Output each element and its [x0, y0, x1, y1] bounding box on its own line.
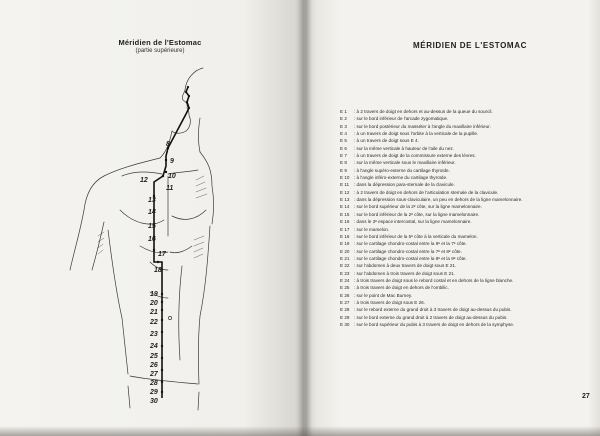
- point-description: : à trois travers de doigt sous E 26.: [354, 299, 425, 305]
- list-item: [340, 321, 580, 328]
- point-label-8: 8: [166, 141, 170, 148]
- point-code: E 2: [340, 116, 347, 122]
- list-item: [340, 306, 580, 313]
- point-code: E 15: [340, 211, 350, 217]
- point-label-18: 18: [154, 267, 162, 274]
- list-item: [340, 130, 580, 137]
- point-code: E 14: [340, 204, 350, 210]
- point-code: E 27: [340, 299, 350, 305]
- book-gutter: [298, 0, 312, 436]
- point-label-22: 22: [150, 319, 158, 326]
- point-code: E 11: [340, 182, 350, 188]
- point-code: E 6: [340, 145, 347, 151]
- point-description: : sur le cartilage chondro-costal entre la 6ᵉ et la 7ᵉ côte.: [354, 241, 467, 247]
- list-item: [340, 270, 580, 277]
- figure-title: Méridien de l'Estomac: [118, 38, 202, 47]
- list-item: [340, 108, 580, 115]
- point-code: E 7: [340, 153, 347, 159]
- point-description: : à l'angle supéro-externe du cartilage thyroïde.: [354, 167, 450, 173]
- point-description: : à 2 travers de doigt en dehors et au-dessus de la queue du sourcil.: [354, 109, 493, 114]
- point-label-27: 27: [150, 371, 158, 378]
- point-label-19: 19: [150, 291, 158, 298]
- point-description: : sur le bord supérieur de la 2ᵉ côte, sur la ligne mamelonnaire.: [354, 204, 482, 210]
- point-label-12: 12: [140, 177, 148, 184]
- list-item: [340, 255, 580, 262]
- list-item: [340, 218, 580, 225]
- point-description: : sur le point de Mac Burney.: [354, 292, 413, 298]
- point-code: E 3: [340, 123, 347, 129]
- list-item: [340, 196, 580, 203]
- torso-illustration: [40, 62, 290, 412]
- point-description: : sur le bord inférieur de la 2ᵉ côte, sur la ligne mamelonnaire.: [354, 211, 480, 217]
- point-code: E 5: [340, 138, 347, 144]
- list-item: [340, 159, 580, 166]
- point-code: E 18: [340, 233, 350, 239]
- point-label-11: 11: [166, 185, 174, 192]
- point-label-17: 17: [158, 251, 166, 258]
- point-code: E 30: [340, 321, 350, 327]
- point-description: : à un travers de doigt de la commissure externe des lèvres.: [354, 153, 476, 159]
- list-item: [340, 152, 580, 159]
- list-item: [340, 115, 580, 122]
- point-code: E 17: [340, 226, 350, 232]
- list-item: [340, 123, 580, 130]
- list-item: [340, 248, 580, 255]
- point-label-28: 28: [150, 380, 158, 387]
- page-number: 27: [582, 393, 590, 400]
- point-code: E 1: [340, 109, 347, 114]
- point-description: : sur le bord postérieur du masséter à l'angle du maxillaire inférieur.: [354, 123, 491, 129]
- point-code: E 23: [340, 270, 350, 276]
- list-item: [340, 284, 580, 291]
- point-code: E 26: [340, 292, 350, 298]
- point-code: E 12: [340, 189, 350, 195]
- point-label-29: 29: [150, 389, 158, 396]
- page-title: MÉRIDIEN DE L'ESTOMAC: [413, 41, 527, 50]
- point-label-25: 25: [150, 353, 158, 360]
- point-code: E 22: [340, 263, 350, 269]
- list-item: [340, 174, 580, 181]
- point-label-14: 14: [148, 209, 156, 216]
- point-description: : dans le 3ᵉ espace intercostal, sur la ligne mamelonnaire.: [354, 219, 472, 225]
- point-description: : à un travers de doigt sous E 4.: [354, 138, 419, 144]
- point-description: : dans la dépression para-sternale de la clavicule.: [354, 182, 455, 188]
- list-item: [340, 167, 580, 174]
- list-item: [340, 233, 580, 240]
- point-code: E 29: [340, 314, 350, 320]
- point-description: : à trois travers de doigt sous le rebord costal et en dehors de la ligne blanche.: [354, 277, 514, 283]
- point-description: : sur le bord inférieur de la 5ᵉ côte à la verticale du mamelon.: [354, 233, 478, 239]
- point-label-15: 15: [148, 223, 156, 230]
- point-label-23: 23: [150, 331, 158, 338]
- point-label-13: 13: [148, 197, 156, 204]
- point-label-10: 10: [168, 173, 176, 180]
- point-label-20: 20: [150, 300, 158, 307]
- meridian-point-labels: [140, 141, 176, 405]
- list-item: [340, 226, 580, 233]
- point-description: : sur le rebord externe du grand droit à 3 travers de doigt au-dessus du pubis.: [354, 307, 512, 313]
- list-item: [340, 203, 580, 210]
- body-outline: [70, 68, 214, 410]
- point-code: E 28: [340, 307, 350, 313]
- point-description: : sur l'abdomen à trois travers de doigt sous E 21.: [354, 270, 455, 276]
- point-description: : à trois travers de doigt en dehors de l'ombilic.: [354, 285, 449, 291]
- list-item: [340, 314, 580, 321]
- point-description: : à un travers de doigt sous l'orbite à la verticale de la pupille.: [354, 131, 479, 137]
- figure-subtitle: (partie supérieure): [135, 48, 185, 54]
- point-description: : sur la même verticale sous le maxillaire inférieur.: [354, 160, 456, 166]
- point-code: E 16: [340, 219, 350, 225]
- list-item: [340, 181, 580, 188]
- point-code: E 8: [340, 160, 347, 166]
- point-description: : à 2 travers de doigt en dehors de l'articulation sternale de la clavicule.: [354, 189, 499, 195]
- point-description: : sur le bord inférieur de l'arcade zygomatique.: [354, 116, 449, 122]
- point-code: E 9: [340, 167, 347, 173]
- point-label-24: 24: [150, 343, 158, 350]
- point-description: : dans la dépression sous-claviculaire, un peu en dehors de la ligne mamelonnaire.: [354, 197, 523, 203]
- list-item: [340, 137, 580, 144]
- list-item: [340, 240, 580, 247]
- list-item: [340, 299, 580, 306]
- point-label-30: 30: [150, 398, 158, 405]
- point-description: : sur l'abdomen à deux travers de doigt sous E 21.: [354, 263, 457, 269]
- point-label-26: 26: [150, 362, 158, 369]
- point-label-21: 21: [150, 309, 158, 316]
- point-description: : sur le bord externe du grand droit à 2 travers de doigt au-dessus du pubis.: [354, 314, 508, 320]
- point-description: : sur le cartilage chondro-costal entre la 7ᵉ et 8ᵉ côte.: [354, 248, 462, 254]
- list-item: [340, 277, 580, 284]
- point-code: E 4: [340, 131, 347, 137]
- point-description: : sur la même verticale à hauteur de l'aile du nez.: [354, 145, 454, 151]
- list-item: [340, 262, 580, 269]
- point-label-16: 16: [148, 236, 156, 243]
- list-item: [340, 145, 580, 152]
- point-code: E 20: [340, 248, 350, 254]
- point-code: E 19: [340, 241, 350, 247]
- point-description: : à l'angle inféro-externe du cartilage thyroïde.: [354, 175, 448, 181]
- acupoint-list: [340, 108, 580, 328]
- point-code: E 21: [340, 255, 350, 261]
- list-item: [340, 189, 580, 196]
- list-item: [340, 292, 580, 299]
- list-item: [340, 211, 580, 218]
- point-description: : sur le bord supérieur du pubis à 3 travers de doigt en dehors de la symphyse.: [354, 321, 515, 327]
- point-code: E 25: [340, 285, 350, 291]
- point-label-9: 9: [170, 158, 174, 165]
- page-bottom-edge: [0, 426, 600, 436]
- point-code: E 24: [340, 277, 350, 283]
- point-description: : sur le mamelon.: [354, 226, 390, 232]
- point-code: E 13: [340, 197, 350, 203]
- point-code: E 10: [340, 175, 350, 181]
- point-description: : sur le cartilage chondro-costal entre la 8ᵉ et la 9ᵉ côte.: [354, 255, 467, 261]
